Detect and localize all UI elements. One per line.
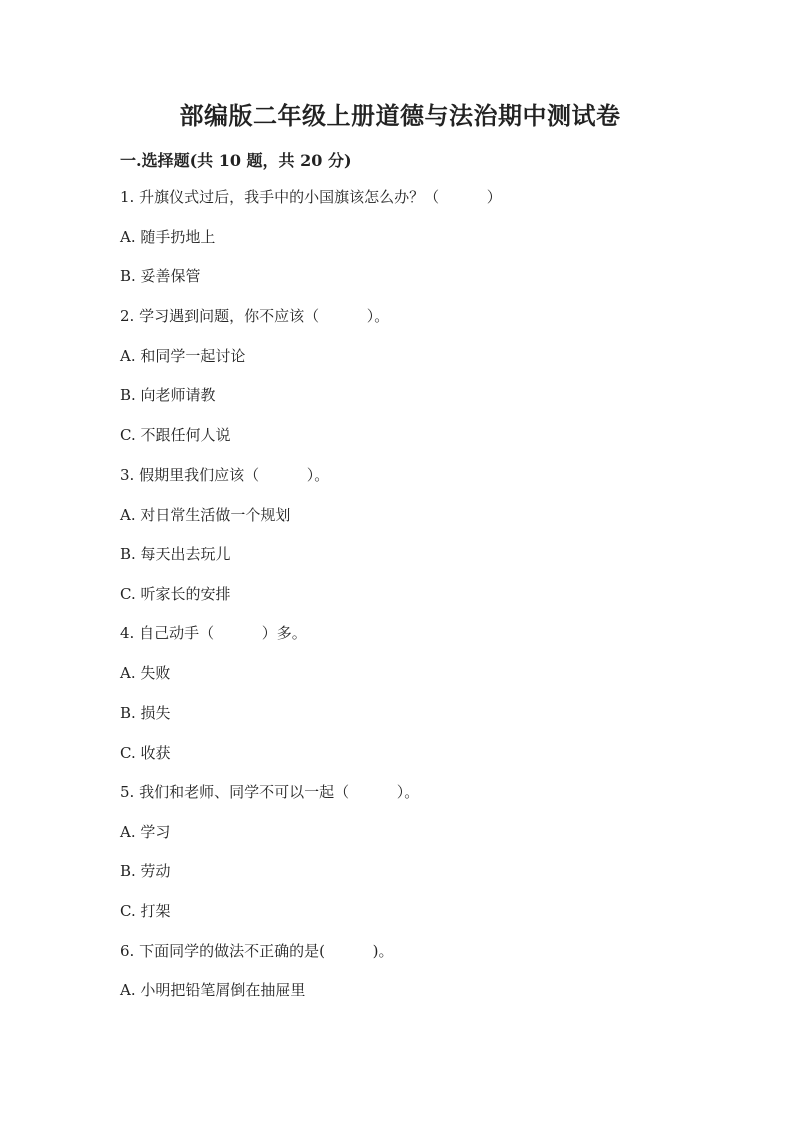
question-option: A. 随手扔地上 [120,228,216,246]
question-stem: 1. 升旗仪式过后，我手中的小国旗该怎么办？（ ） [120,188,502,206]
question-option: A. 对日常生活做一个规划 [120,506,291,524]
question-option: A. 小明把铅笔屑倒在抽屉里 [120,981,306,999]
question-option: A. 失败 [120,664,171,682]
question-option: B. 妥善保管 [120,267,201,285]
question-option: A. 和同学一起讨论 [120,347,246,365]
question-stem: 3. 假期里我们应该（ ）。 [120,466,330,484]
question-option: A. 学习 [120,823,171,841]
question-option: B. 向老师请教 [120,386,216,404]
page-title: 部编版二年级上册道德与法治期中测试卷 [179,101,621,130]
question-option: C. 打架 [120,902,171,920]
question-stem: 5. 我们和老师、同学不可以一起（ ）。 [120,783,420,801]
question-stem: 4. 自己动手（ ）多。 [120,624,307,642]
question-option: B. 劳动 [120,862,171,880]
question-option: B. 每天出去玩儿 [120,545,231,563]
question-option: C. 听家长的安排 [120,585,231,603]
question-option: B. 损失 [120,704,171,722]
question-option: C. 收获 [120,744,171,762]
question-stem: 2. 学习遇到问题，你不应该（ ）。 [120,307,390,325]
section-heading: 一.选择题(共 10 题，共 20 分) [120,151,352,170]
question-option: C. 不跟任何人说 [120,426,231,444]
question-stem: 6. 下面同学的做法不正确的是( )。 [120,942,394,960]
